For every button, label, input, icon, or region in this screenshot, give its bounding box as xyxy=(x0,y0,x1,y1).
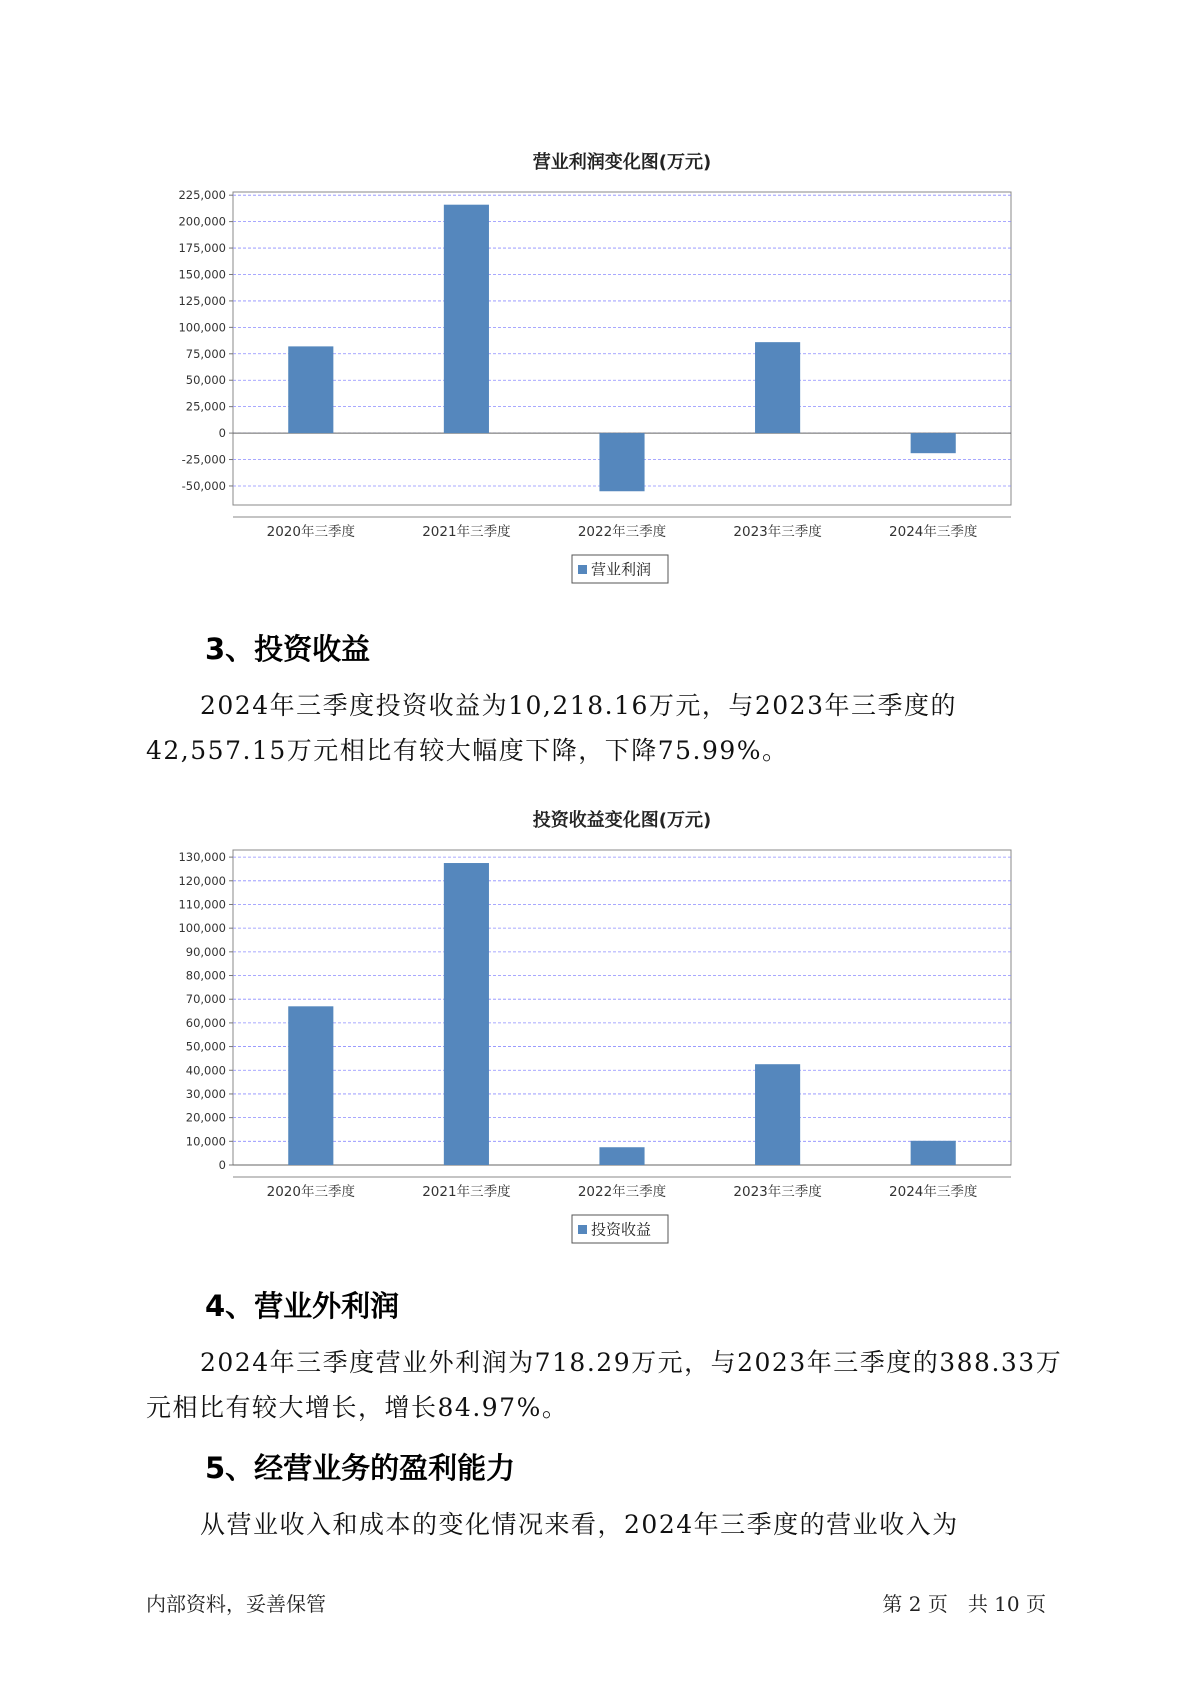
chart-title: 营业利润变化图(万元) xyxy=(532,152,712,173)
y-tick-label: 50,000 xyxy=(185,1039,226,1054)
bar xyxy=(599,433,644,491)
section-heading-investment-income: 3、投资收益 xyxy=(205,632,371,666)
x-tick-label: 2022年三季度 xyxy=(577,524,667,540)
y-tick-label: 50,000 xyxy=(185,373,226,388)
y-tick-label: 130,000 xyxy=(178,850,226,865)
y-tick-label: 100,000 xyxy=(178,320,226,335)
section-heading-profitability: 5、经营业务的盈利能力 xyxy=(205,1451,516,1485)
y-tick-label: 150,000 xyxy=(178,267,226,282)
y-tick-label: 70,000 xyxy=(185,992,226,1007)
chart-title: 投资收益变化图(万元) xyxy=(532,810,712,831)
x-tick-label: 2023年三季度 xyxy=(733,524,822,540)
legend-swatch xyxy=(578,565,587,574)
y-tick-label: 100,000 xyxy=(178,921,226,936)
y-tick-label: 25,000 xyxy=(185,399,226,414)
operating-profit-chart xyxy=(0,140,1191,595)
bar xyxy=(755,1064,800,1165)
y-tick-label: 80,000 xyxy=(185,968,226,983)
bar xyxy=(444,863,489,1165)
investment-income-chart xyxy=(0,800,1191,1255)
legend-swatch xyxy=(578,1225,587,1234)
y-tick-label: 225,000 xyxy=(178,188,226,203)
bar xyxy=(911,433,956,453)
footer-confidential: 内部资料，妥善保管 xyxy=(146,1592,326,1616)
y-tick-label: -50,000 xyxy=(181,478,226,493)
y-tick-label: 110,000 xyxy=(178,897,226,912)
y-tick-label: 20,000 xyxy=(185,1110,226,1125)
y-tick-label: 60,000 xyxy=(185,1015,226,1030)
x-tick-label: 2021年三季度 xyxy=(422,1184,511,1200)
bar xyxy=(288,1006,333,1165)
y-tick-label: 10,000 xyxy=(185,1134,226,1149)
paragraph-non-operating-profit: 2024年三季度营业外利润为718.29万元，与2023年三季度的388.33万元相比有较大增长，增长84.97%。 xyxy=(146,1348,1063,1422)
y-tick-label: 75,000 xyxy=(185,346,226,361)
bar xyxy=(911,1141,956,1165)
legend-label: 营业利润 xyxy=(591,560,652,579)
y-tick-label: 125,000 xyxy=(178,293,226,308)
bar xyxy=(288,346,333,433)
y-tick-label: 175,000 xyxy=(178,241,226,256)
y-tick-label: 200,000 xyxy=(178,214,226,229)
y-tick-label: 0 xyxy=(218,1158,226,1172)
legend-label: 投资收益 xyxy=(591,1220,652,1239)
section-heading-non-operating-profit: 4、营业外利润 xyxy=(205,1289,400,1323)
investment-income-chart-svg xyxy=(0,800,1191,1255)
operating-profit-chart-svg xyxy=(0,140,1191,595)
bar xyxy=(755,342,800,433)
x-tick-label: 2021年三季度 xyxy=(422,524,511,540)
y-tick-label: 30,000 xyxy=(185,1086,226,1101)
x-tick-label: 2020年三季度 xyxy=(266,524,355,540)
y-tick-label: 90,000 xyxy=(185,944,226,959)
y-tick-label: 40,000 xyxy=(185,1063,226,1078)
bar xyxy=(599,1147,644,1165)
y-tick-label: 0 xyxy=(218,426,226,441)
x-tick-label: 2024年三季度 xyxy=(889,524,978,540)
footer-page-number: 第 2 页 共 10 页 xyxy=(882,1592,1046,1616)
x-tick-label: 2022年三季度 xyxy=(577,1184,667,1200)
x-tick-label: 2023年三季度 xyxy=(733,1184,822,1200)
paragraph-investment-income: 2024年三季度投资收益为10,218.16万元，与2023年三季度的42,557.15万元相比有较大幅度下降，下降75.99%。 xyxy=(146,691,957,765)
bar xyxy=(444,205,489,433)
x-tick-label: 2024年三季度 xyxy=(889,1184,978,1200)
y-tick-label: 120,000 xyxy=(178,873,226,888)
x-tick-label: 2020年三季度 xyxy=(266,1184,355,1200)
y-tick-label: -25,000 xyxy=(181,452,226,467)
paragraph-profitability: 从营业收入和成本的变化情况来看，2024年三季度的营业收入为 xyxy=(200,1510,959,1539)
